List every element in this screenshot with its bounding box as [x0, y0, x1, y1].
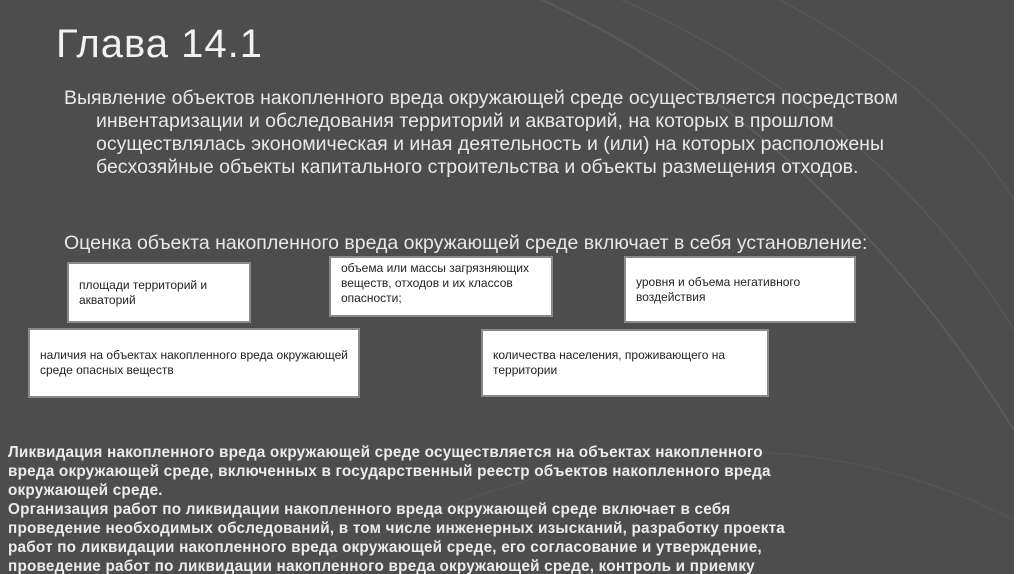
slide-title: Глава 14.1 [56, 22, 264, 66]
text-line: окружающей среде. [8, 482, 163, 499]
text-line: работ по ликвидации накопленного вреда окружающей среде, его согласование и утверждение, [8, 539, 762, 556]
right-margin [1014, 0, 1024, 574]
text-line: проведение работ по ликвидации накопленного вреда окружающей среде, контроль и приемку [8, 558, 755, 574]
box-hazardous-substances-text: наличия на объектах накопленного вреда окружающей среде опасных веществ [40, 348, 348, 377]
box-negative-impact-text: уровня и объема негативного воздействия [636, 274, 801, 304]
text-line: проведение необходимых обследований, в том числе инженерных изысканий, разработку проекта [8, 520, 786, 537]
text-line: Организация работ по ликвидации накопленного вреда окружающей среде включает в себя [8, 501, 731, 518]
box-pollutant-volume [329, 256, 553, 317]
paragraph-identification: Выявление объектов накопленного вреда окружающей среде осуществляется посредством инвентаризации и обследования территорий и акваторий, на которых в прошлом осуществлялась экономическая и иная деятельность и (или) на которых расположены бесхозяйные объекты капитального строительства и объекты размещения отходов. [64, 87, 898, 178]
box-negative-impact [624, 256, 856, 323]
box-areas-text: площади территорий и акваторий [79, 277, 208, 307]
box-population [481, 329, 769, 397]
box-pollutant-volume-text: объема или массы загрязняющих веществ, отходов и их классов опасности; [341, 261, 529, 305]
text-line: Ликвидация накопленного вреда окружающей среде осуществляется на объектах накопленного [8, 444, 763, 461]
text-line: вреда окружающей среде, включенных в государственный реестр объектов накопленного вреда [8, 463, 771, 480]
box-population-text: количества населения, проживающего на территории [493, 348, 726, 377]
box-hazardous-substances [28, 328, 360, 398]
liquidation-text-block [8, 443, 998, 574]
paragraph-assessment: Оценка объекта накопленного вреда окружающей среде включает в себя установление: [64, 232, 868, 254]
box-areas [67, 262, 251, 323]
